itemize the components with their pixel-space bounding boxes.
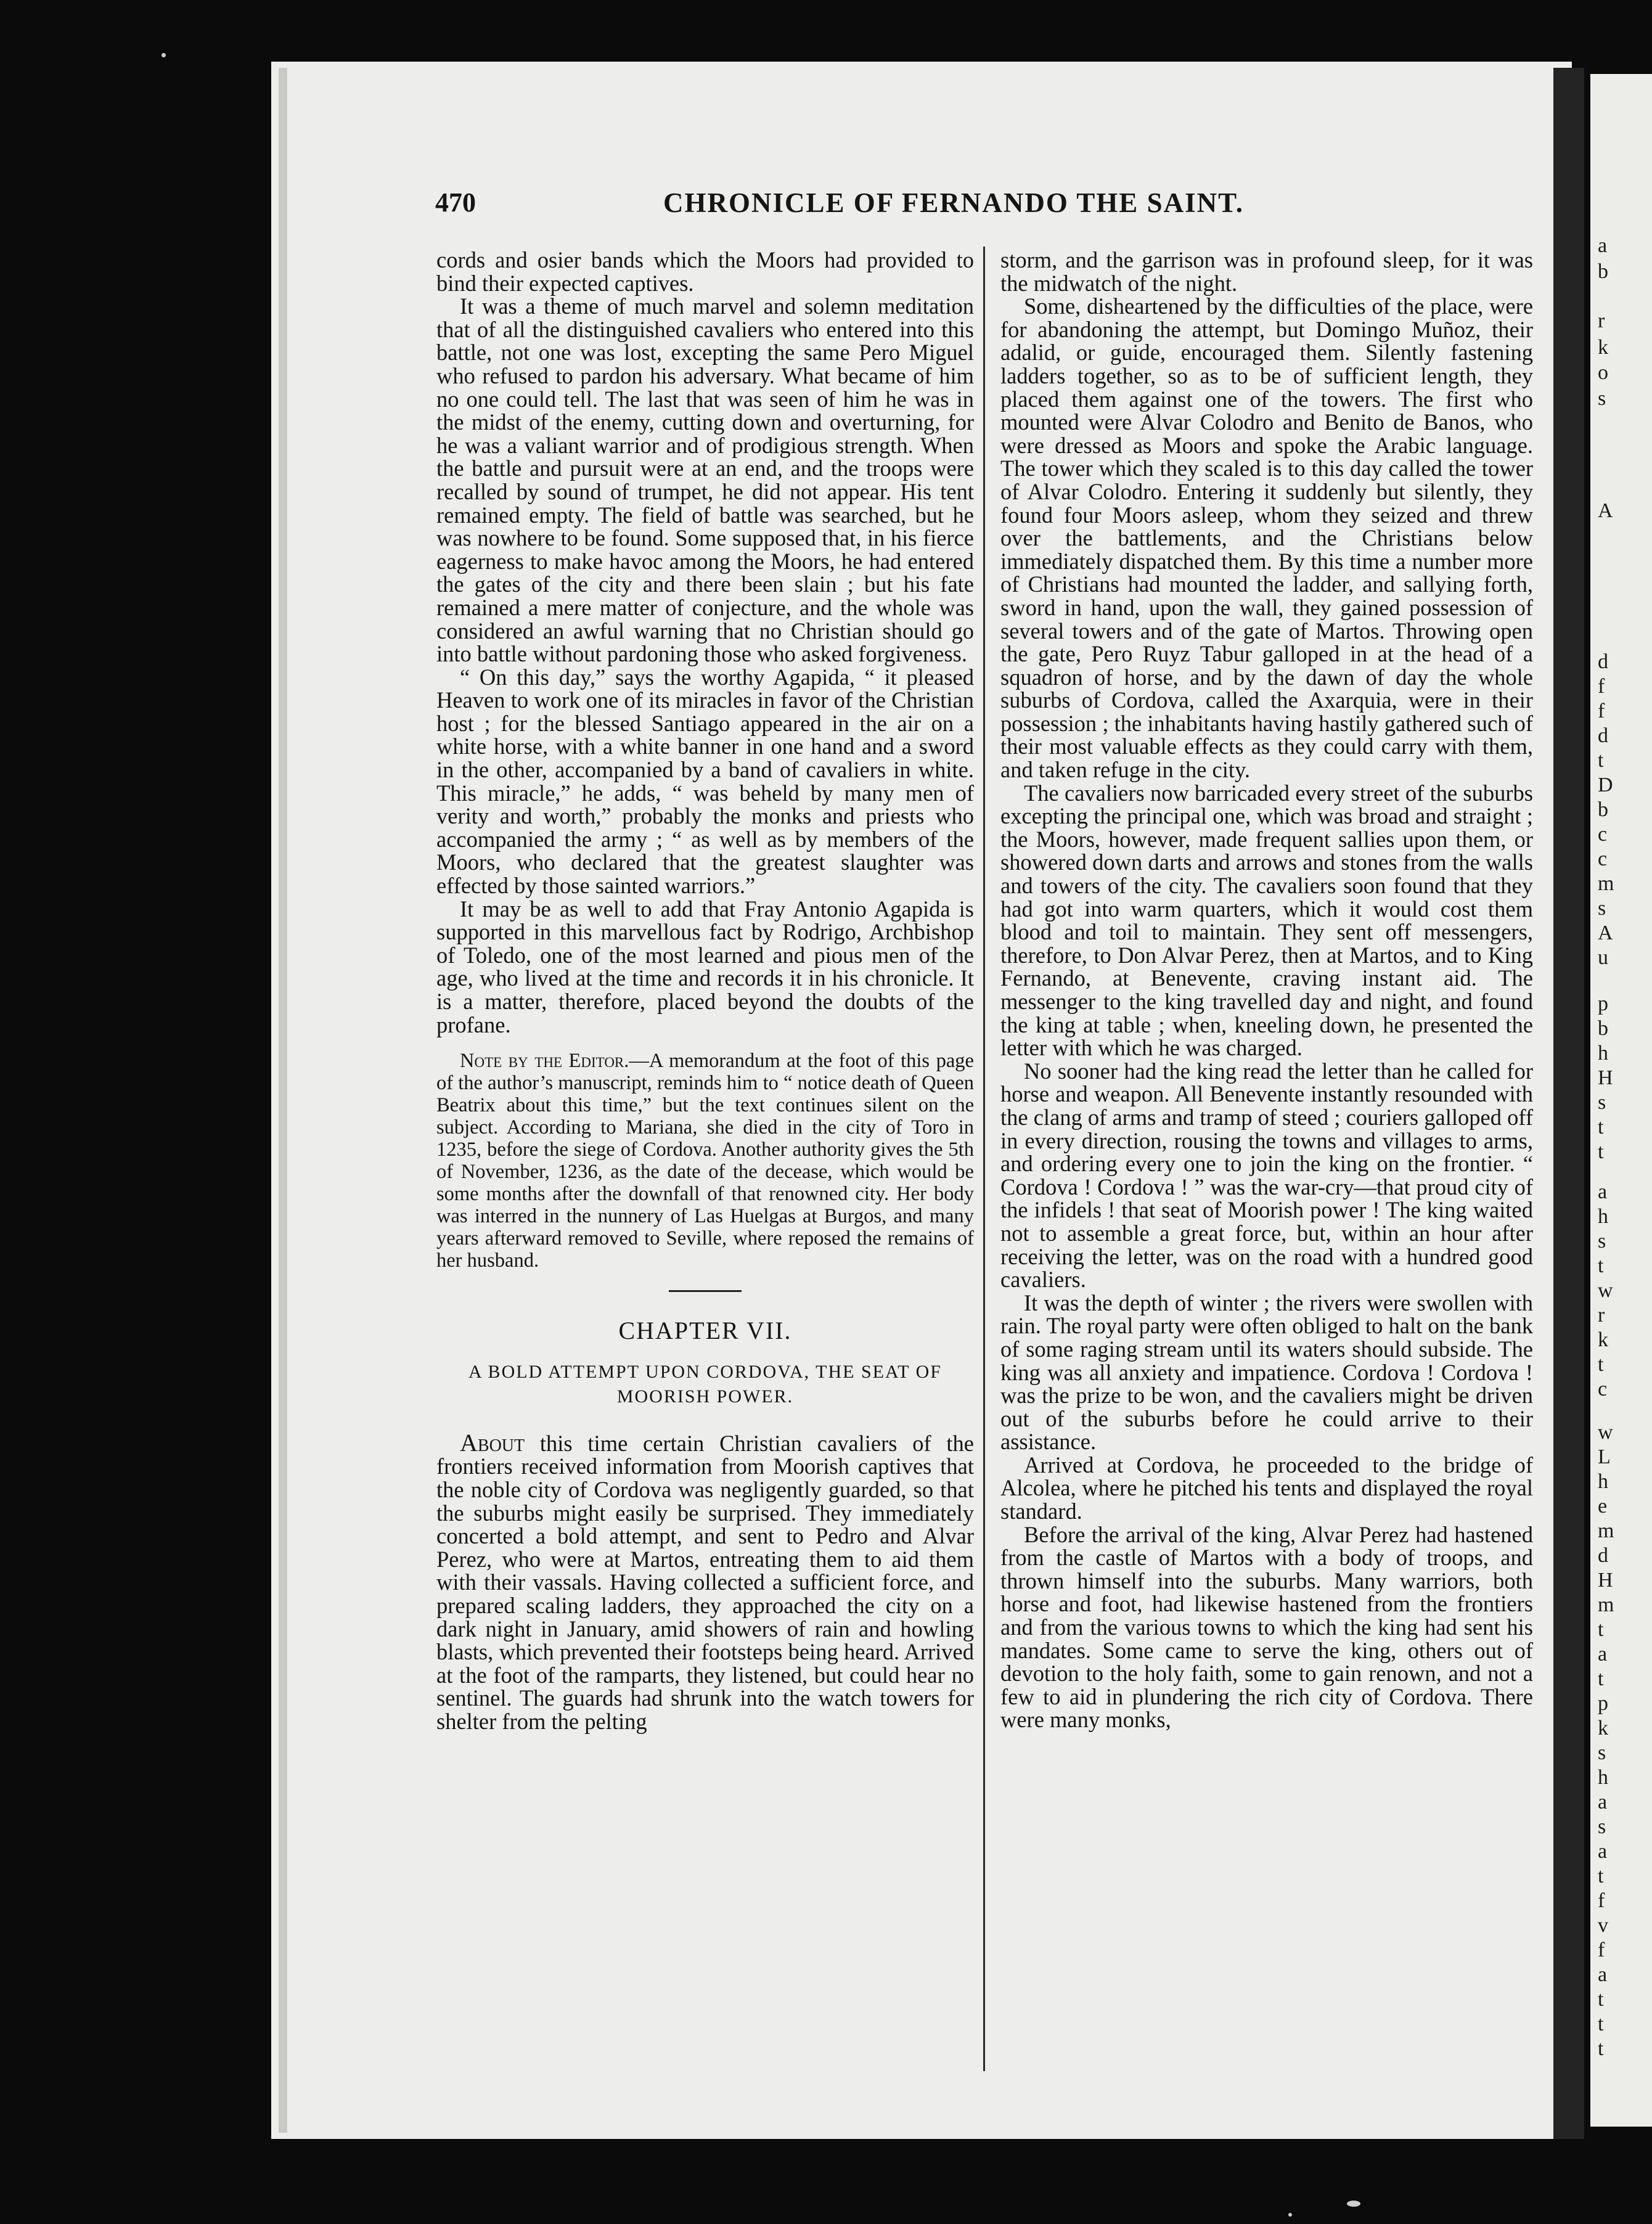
paragraph: No sooner had the king read the letter than he called for horse and weapon. All Benevente instantly resounded with the clang of arms and tramp of steed ; couriers galloped off in every direction, rousing the towns and villages to arms, and ordering every one to join the king on the frontier. “ Cordova ! Cordova ! ” was the war-cry—that proud city of the infidels ! that seat of Moorish power ! The king waited not to assemble a great force, but, within an hour after receiving the letter, was on the road with a hundred good cavaliers. [1000,1058,1533,1293]
facing-page-letter: s [1598,387,1606,410]
facing-page-letter: h [1598,1042,1608,1065]
facing-page-letter: o [1598,361,1608,384]
editor-note-text: —A memorandum at the foot of this page of the author’s manuscript, reminds him to “ notice death of Queen Beatrix about this time,” but the text continues silent on the subject. According to Mariana, she died in the city of Toro in 1235, before the siege of Cordova. Another authority gives the 5th of November, 1236, as the date of the decease, which would be some months after the downfall of that renowned city. Her body was interred in the nunnery of Las Huelgas at Burgos, and many years afterward removed to Seville, where reposed the remains of her husband. [436,1050,974,1272]
right-column [1000,248,1533,1731]
facing-page-letter: L [1598,1445,1611,1468]
facing-page-letter: t [1598,749,1604,772]
facing-page-letter: m [1598,872,1614,895]
facing-page-letter: s [1598,1091,1606,1114]
facing-page-letter: s [1598,1815,1606,1838]
facing-page-letter: t [1598,1667,1604,1690]
facing-page-letter: s [1598,1230,1606,1253]
paragraph: storm, and the garrison was in profound sleep, for it was the midwatch of the night. [1000,247,1533,296]
facing-page-letter: a [1598,1180,1608,1203]
facing-page-letter: f [1598,700,1605,722]
facing-page-letter: t [1598,1865,1604,1887]
paragraph: It may be as well to add that Fray Antonio Agapida is supported in this marvellous fact by Rodrigo, Archbishop of Toledo, one of the most learned and pious men of the age, who lived at the time and records it in his chronicle. It is a matter, therefore, placed beyond the doubts of the profane. [436,896,974,1037]
facing-page-letter: A [1598,499,1613,522]
facing-page-letter: H [1598,1569,1613,1592]
chapter-opening-text: this time certain Christian cavaliers of the frontiers received information from Moorish captives that the noble city of Cordova was negligently guarded, so that the suburbs might easily be surprised. They immediately concerted a bold attempt, and sent to Pedro and Alvar Perez, who were at Martos, entreating them to aid them with their vassals. Having collected a sufficient force, and prepared scaling ladders, they approached the city on a dark night in January, amid showers of rain and howling blasts, which prevented their footsteps being heard. Arrived at the foot of the ramparts, they listened, but could hear no sentinel. The guards had shrunk into the watch towers for shelter from the pelting [436,1430,974,1734]
facing-page-letter: s [1598,1741,1606,1764]
chapter-title: CHAPTER VII. [618,1317,792,1345]
scan-speck [1288,2213,1292,2217]
facing-page-letter: a [1598,1643,1608,1666]
facing-page-letter: f [1598,675,1605,698]
scan-speck [1347,2201,1360,2207]
facing-page-letter: b [1598,1017,1608,1040]
facing-page-letter: t [1598,2037,1604,2060]
facing-page-letter: b [1598,798,1608,821]
facing-page-letter: h [1598,1766,1608,1789]
facing-page-letter: m [1598,1519,1614,1542]
page-edge [279,68,287,2133]
section-divider [669,1290,742,1292]
facing-page-letter: k [1598,1717,1608,1740]
facing-page-letter: a [1598,1840,1608,1863]
facing-page-letter: t [1598,1254,1604,1277]
facing-page-letter: e [1598,1495,1608,1518]
facing-page-letter: h [1598,1205,1608,1228]
facing-page-letter: t [1598,1116,1604,1139]
paragraph: “ On this day,” says the worthy Agapida, “ it pleased Heaven to work one of its miracles in favor of the Christian host ; for the blessed Santiago appeared in the air on a white horse, with a white banner in one hand and a sword in the other, accompanied by a band of cavaliers in white. This miracle,” he adds, “ was beheld by many men of verity and worth,” probably the monks and priests who accompanied the army ; “ as well as by members of the Moors, who declared that the greatest slaughter was effected by those sainted warriors.” [436,664,974,899]
facing-page-letter: p [1598,992,1608,1015]
facing-page-letter: c [1598,848,1608,870]
facing-page-letter: f [1598,1889,1605,1912]
facing-page-letter: h [1598,1470,1608,1493]
facing-page-letter: b [1598,260,1608,283]
facing-page-letter: r [1598,1304,1605,1327]
chapter-opening-word: About [460,1428,525,1457]
facing-page-letter: d [1598,650,1608,673]
facing-page-letter: c [1598,823,1608,846]
facing-page-letter: t [1598,1618,1604,1641]
paragraph: Some, disheartened by the difficulties of the place, were for abandoning the attempt, but Domingo Muñoz, their adalid, or guide, encouraged them. Silently fastening ladders together, so as to be of sufficient length, they placed them against one of the towers. The first who mounted were Alvar Colodro and Benito de Banos, who were dressed as Moors and spoke the Arabic language. The tower which they scaled is to this day called the tower of Alvar Colodro. Entering it suddenly but silently, they found four Moors asleep, whom they seized and threw over the battlements, and the Christians below immediately dispatched them. By this time a number more of Christians had mounted the ladder, and sallying forth, sword in hand, upon the wall, they gained possession of several towers and of the gate of Martos. Throwing open the gate, Pero Ruyz Tabur galloped in at the head of a squadron of horse, and by the dawn of day the whole suburbs of Cordova, called the Axarquia, were in their possession ; the inhabitants having hastily gathered such of their most valuable effects as they could carry with them, and taken refuge in the city. [1000,293,1533,783]
facing-page-letter: c [1598,1378,1608,1400]
paragraph: The cavaliers now barricaded every street of the suburbs excepting the principal one, which was broad and straight ; the Moors, however, made frequent sallies upon them, or showered down darts and arrows and stones from the walls and towers of the city. The cavaliers soon found that they had got into warm quarters, which it would cost them blood and toil to maintain. They sent off messengers, therefore, to Don Alvar Perez, then at Martos, and to King Fernando, at Benevente, craving instant aid. The messenger to the king travelled day and night, and found the king at table ; when, kneeling down, he presented the letter with which he was charged. [1000,780,1533,1061]
left-column [436,248,974,1733]
paragraph: It was a theme of much marvel and solemn meditation that of all the distinguished cavaliers who entered into this battle, not one was lost, excepting the same Pero Miguel who refused to pardon his adversary. What became of him no one could tell. The last that was seen of him he was in the midst of the enemy, cutting down and overturning, for he was a valiant warrior and of prodigious strength. When the battle and pursuit were at an end, and the troops were recalled by sound of trumpet, he did not appear. His tent remained empty. The field of battle was searched, but he was nowhere to be found. Some supposed that, in his fierce eagerness to make havoc among the Moors, he had entered the gates of the city and there been slain ; but his fate remained a mere matter of conjecture, and the whole was considered an awful warning that no Christian should go into battle without pardoning those who asked forgiveness. [436,293,974,667]
page-number: 470 [435,187,476,218]
facing-page-edge [1590,74,1652,2127]
facing-page-letter: k [1598,1328,1608,1351]
facing-page-letter: u [1598,946,1608,969]
column-rule [983,247,985,2071]
facing-page-letter: D [1598,774,1613,796]
facing-page-letter: f [1598,1939,1605,1961]
paragraph: Arrived at Cordova, he proceeded to the bridge of Alcolea, where he pitched his tents and displayed the royal standard. [1000,1452,1533,1524]
facing-page-letter: m [1598,1593,1614,1616]
paragraph: It was the depth of winter ; the rivers were swollen with rain. The royal party were often obliged to halt on the bank of some raging stream until its waters should subside. The king was all anxiety and impatience. Cordova ! Cordova ! was the prize to be won, and the cavaliers might be driven out of the suburbs before he could arrive to their assistance. [1000,1290,1533,1455]
facing-page-letter: H [1598,1066,1613,1089]
facing-page-letter: t [1598,1353,1604,1376]
facing-page-letter: t [1598,2013,1604,2035]
facing-page-letter: p [1598,1692,1608,1715]
facing-page-letter: t [1598,1988,1604,2011]
facing-page-letter: w [1598,1421,1613,1444]
facing-page-letter: a [1598,1791,1608,1813]
facing-page-letter: t [1598,1140,1604,1163]
paragraph: Before the arrival of the king, Alvar Perez had hastened from the castle of Martos with a body of troops, and thrown himself into the suburbs. Many warriors, both horse and foot, had likewise hastened from the frontiers and from the various towns to which the king had sent his mandates. Some came to serve the king, others out of devotion to the holy faith, some to gain renown, and not a few to aid in plundering the rich city of Cordova. There were many monks, [1000,1521,1533,1733]
facing-page-letter: v [1598,1914,1608,1937]
facing-page-letter: d [1598,1544,1608,1567]
chapter-opening-paragraph [436,1428,974,1734]
editor-note-label: Note by the Editor. [460,1050,629,1073]
facing-page-letter: d [1598,724,1608,747]
scan-speck [162,53,166,57]
facing-page-letter: a [1598,234,1608,257]
book-gutter [1553,68,1584,2139]
facing-page-letter: a [1598,1963,1608,1986]
running-title: CHRONICLE OF FERNANDO THE SAINT. [663,187,1245,218]
facing-page-letter: s [1598,897,1606,920]
paragraph: cords and osier bands which the Moors had provided to bind their expected captives. [436,247,974,296]
facing-page-letter: A [1598,922,1613,944]
facing-page-letter: r [1598,309,1605,332]
page-header [435,187,1301,219]
editor-note [436,1050,974,1272]
chapter-subtitle: A BOLD ATTEMPT UPON CORDOVA, THE SEAT OF MOORISH POWER. [468,1361,942,1407]
facing-page-letter: w [1598,1279,1613,1302]
facing-page-letter: k [1598,336,1608,359]
